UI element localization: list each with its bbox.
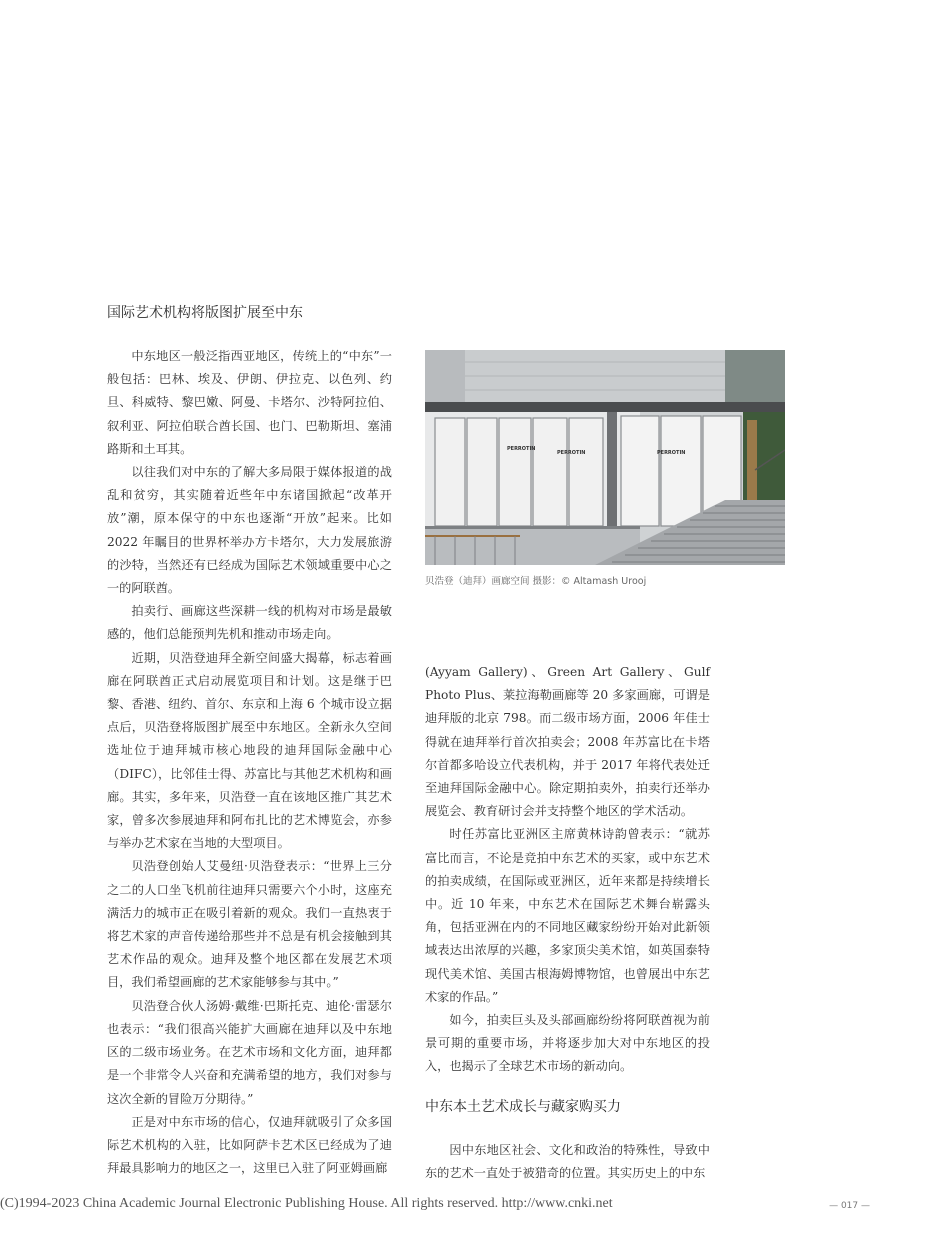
paragraph: (Ayyam Gallery)、Green Art Gallery、Gulf Photo Plus、莱拉海勒画廊等 20 多家画廊，可谓是迪拜版的北京 798。而二级市场方面，2006 年佳士得就在迪拜举行首次拍卖会；2008 年苏富比在卡塔尔首都多哈设立代表机构，并于 2017 年将代表处迁至迪拜国际金融中心。除定期拍卖外，拍卖行还举办展览会、教育研讨会并支持整个地区的学术活动。 bbox=[425, 665, 710, 819]
paragraph: 近期，贝浩登迪拜全新空间盛大揭幕，标志着画廊在阿联酋正式启动展览项目和计划。这是继于巴黎、香港、纽约、首尔、东京和上海 6 个城市设立据点后，贝浩登将版图扩展至中东地区。全新永久空间选址位于迪拜城市核心地段的迪拜国际金融中心（DIFC），比邻佳士得、苏富比与其他艺术机构和画廊。其实，多年来，贝浩登一直在该地区推广其艺术家，曾多次参展迪拜和阿布扎比的艺术博览会，亦参与举办艺术家在当地的大型项目。 bbox=[107, 650, 392, 851]
left-column bbox=[107, 345, 392, 1180]
paragraph: 中东地区一般泛指西亚地区，传统上的“中东”一般包括：巴林、埃及、伊朗、伊拉克、以色列、约旦、科威特、黎巴嫩、阿曼、卡塔尔、沙特阿拉伯、叙利亚、阿拉伯联合酋长国、也门、巴勒斯坦、塞浦路斯和土耳其。 bbox=[107, 349, 392, 456]
page-number: — 017 — bbox=[829, 1201, 870, 1211]
paragraph: 拍卖行、画廊这些深耕一线的机构对市场是最敏感的，他们总能预判先机和推动市场走向。 bbox=[107, 604, 392, 642]
gallery-sign-text: PERROTIN bbox=[657, 450, 686, 456]
gallery-sign-text: PERROTIN bbox=[507, 446, 536, 452]
paragraph: 贝浩登合伙人汤姆·戴维·巴斯托克、迪伦·雷瑟尔也表示：“我们很高兴能扩大画廊在迪拜以及中东地区的二级市场业务。在艺术市场和文化方面，迪拜都是一个非常令人兴奋和充满希望的地方，我们对参与这次全新的冒险万分期待。” bbox=[107, 998, 392, 1106]
paragraph: 时任苏富比亚洲区主席黄林诗韵曾表示：“就苏富比而言，不论是竞拍中东艺术的买家，或中东艺术的拍卖成绩，在国际或亚洲区，近年来都是持续增长中。近 10 年来，中东艺术在国际艺术舞台崭露头角，包括亚洲在内的不同地区藏家纷纷开始对此新领域表达出浓厚的兴趣，多家顶尖美术馆，如英国泰特现代美术馆、美国古根海姆博物馆，也曾展出中东艺术家的作品。” bbox=[425, 827, 710, 1004]
paragraph: 正是对中东市场的信心，仅迪拜就吸引了众多国际艺术机构的入驻，比如阿萨卡艺术区已经成为了迪拜最具影响力的地区之一，这里已入驻了阿亚姆画廊 bbox=[107, 1114, 392, 1176]
gallery-photo bbox=[425, 350, 785, 565]
gallery-sign-text: PERROTIN bbox=[557, 450, 586, 456]
paragraph: 以往我们对中东的了解大多局限于媒体报道的战乱和贫穷，其实随着近些年中东诸国掀起“改革开放”潮，原本保守的中东也逐渐“开放”起来。比如 2022 年瞩目的世界杯举办方卡塔尔，大力发展旅游的沙特，当然还有已经成为国际艺术领域重要中心之一的阿联酋。 bbox=[107, 465, 392, 596]
paragraph: 如今，拍卖巨头及头部画廊纷纷将阿联酋视为前景可期的重要市场，并将逐步加大对中东地区的投入，也揭示了全球艺术市场的新动向。 bbox=[425, 1013, 710, 1074]
right-column bbox=[425, 661, 710, 1185]
paragraph: 因中东地区社会、文化和政治的特殊性，导致中东的艺术一直处于被猎奇的位置。其实历史上的中东 bbox=[425, 1142, 710, 1181]
section-title: 国际艺术机构将版图扩展至中东 bbox=[107, 305, 303, 321]
photo-caption: 贝浩登（迪拜）画廊空间 摄影：© Altamash Urooj bbox=[425, 576, 647, 587]
section-title: 中东本土艺术成长与藏家购买力 bbox=[425, 1098, 621, 1115]
gallery-facade-illustration bbox=[425, 350, 785, 565]
footer-copyright: (C)1994-2023 China Academic Journal Electronic Publishing House. All rights reserved. http://www.cnki.net bbox=[0, 1196, 613, 1211]
paragraph: 贝浩登创始人艾曼纽·贝浩登表示：“世界上三分之二的人口坐飞机前往迪拜只需要六个小时，这座充满活力的城市正在吸引着新的观众。我们一直热衷于将艺术家的声音传递给那些并不总是有机会接触到其艺术作品的观众。迪拜及整个地区都在发展艺术项目，我们希望画廊的艺术家能够参与其中。” bbox=[107, 859, 392, 990]
